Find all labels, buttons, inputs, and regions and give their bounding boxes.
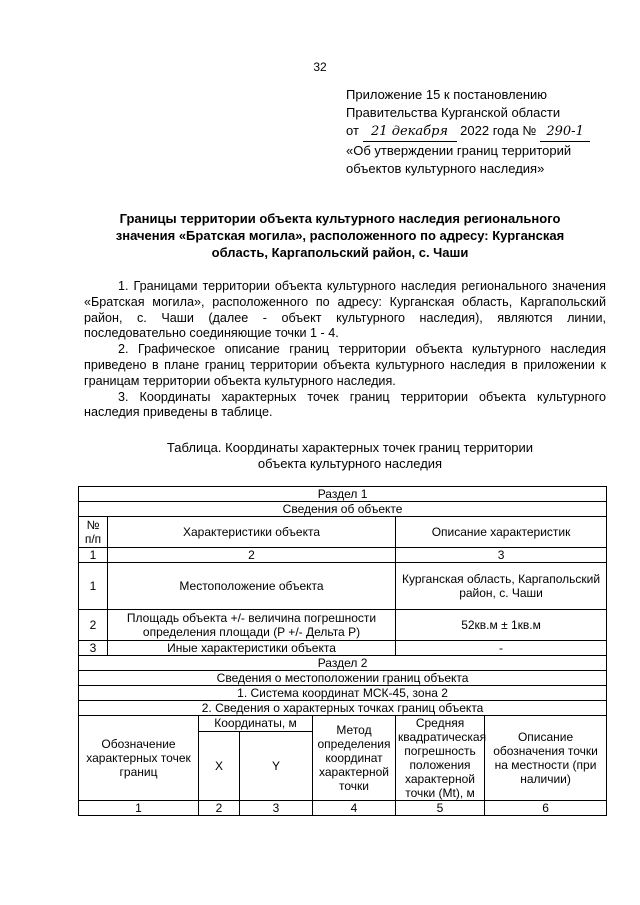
points-info-header: 2. Сведения о характерных точках границ объекта [79,701,607,716]
table-caption-line-2: объекта культурного наследия [257,456,443,471]
designation-header: Обозначение характерных точек границ [79,716,199,801]
appendix-line-4: «Об утверждении границ территорий [346,143,572,158]
point-description-header: Описание обозначения точки на местности (при наличии) [485,716,607,801]
table-caption [90,440,610,472]
column-number: 1 [79,801,199,816]
method-header: Метод определения координат характерной точки [313,716,396,801]
rms-error-header: Средняя квадратическая погрешность положения характерной точки (Mt), м [396,716,485,801]
appendix-header [346,86,616,178]
coord-system-header: 1. Система координат МСК-45, зона 2 [79,686,607,701]
col-char-header: Характеристики объекта [108,517,396,548]
column-number: 6 [485,801,607,816]
appendix-num-sign: № [522,123,537,138]
appendix-date-line [346,122,616,142]
table-caption-line-1: Таблица. Координаты характерных точек границ территории [166,440,534,455]
paragraph-2: 2. Графическое описание границ территории объекта культурного наследия приведено в плане границ территории объекта культурного наследия в приложении к границам территории объекта культурного наследия. [84,342,606,388]
paragraph-3: 3. Координаты характерных точек границ территории объекта культурного наследия приведены в таблице. [84,389,606,420]
section-2-header: Раздел 2 [79,656,607,671]
index-cell: 1 [79,548,108,563]
coordinates-header: Координаты, м [199,716,313,732]
column-number: 4 [313,801,396,816]
appendix-ot: от [346,123,359,138]
page-number: 32 [313,60,327,74]
column-number: 5 [396,801,485,816]
appendix-year: 2022 года [460,123,519,138]
col-num-header: № п/п [79,517,108,548]
section-1-header: Раздел 1 [79,487,607,502]
appendix-line-1: Приложение 15 к постановлению [346,87,548,102]
table-row [79,641,607,656]
row-num: 3 [79,641,108,656]
row-char: Местоположение объекта [108,563,396,610]
y-header: Y [240,731,313,800]
col-desc-header: Описание характеристик [396,517,607,548]
body-text [84,279,606,421]
table-row [79,610,607,641]
appendix-line-5: объектов культурного наследия» [346,161,545,176]
handwritten-date: 21 декабря [363,123,457,142]
row-desc: - [396,641,607,656]
row-desc: 52кв.м ± 1кв.м [396,610,607,641]
row-char: Иные характеристики объекта [108,641,396,656]
object-info-header: Сведения об объекте [79,502,607,517]
index-cell: 2 [108,548,396,563]
row-char: Площадь объекта +/- величина погрешности определения площади (P +/- Дельта P) [108,610,396,641]
handwritten-number: 290-1 [540,123,590,142]
document-title: Границы территории объекта культурного наследия регионального значения «Братская могила», расположенного по адресу: Курганская область, Каргапольский район, с. Чаши [115,211,565,260]
column-number: 3 [240,801,313,816]
table-row [79,563,607,610]
location-info-header: Сведения о местоположении границ объекта [79,671,607,686]
coordinates-table [78,486,607,816]
row-num: 1 [79,563,108,610]
appendix-line-2: Правительства Курганской области [346,105,561,120]
x-header: X [199,731,240,800]
row-desc: Курганская область, Каргапольский район, с. Чаши [396,563,607,610]
row-num: 2 [79,610,108,641]
paragraph-1: 1. Границами территории объекта культурного наследия регионального значения «Братская могила», расположенного по адресу: Курганская область, Каргапольский район, с. Чаши (далее - объект культурного наследия), являются линии, последовательно соединяющие точки 1 - 4. [84,279,606,341]
column-number: 2 [199,801,240,816]
index-cell: 3 [396,548,607,563]
